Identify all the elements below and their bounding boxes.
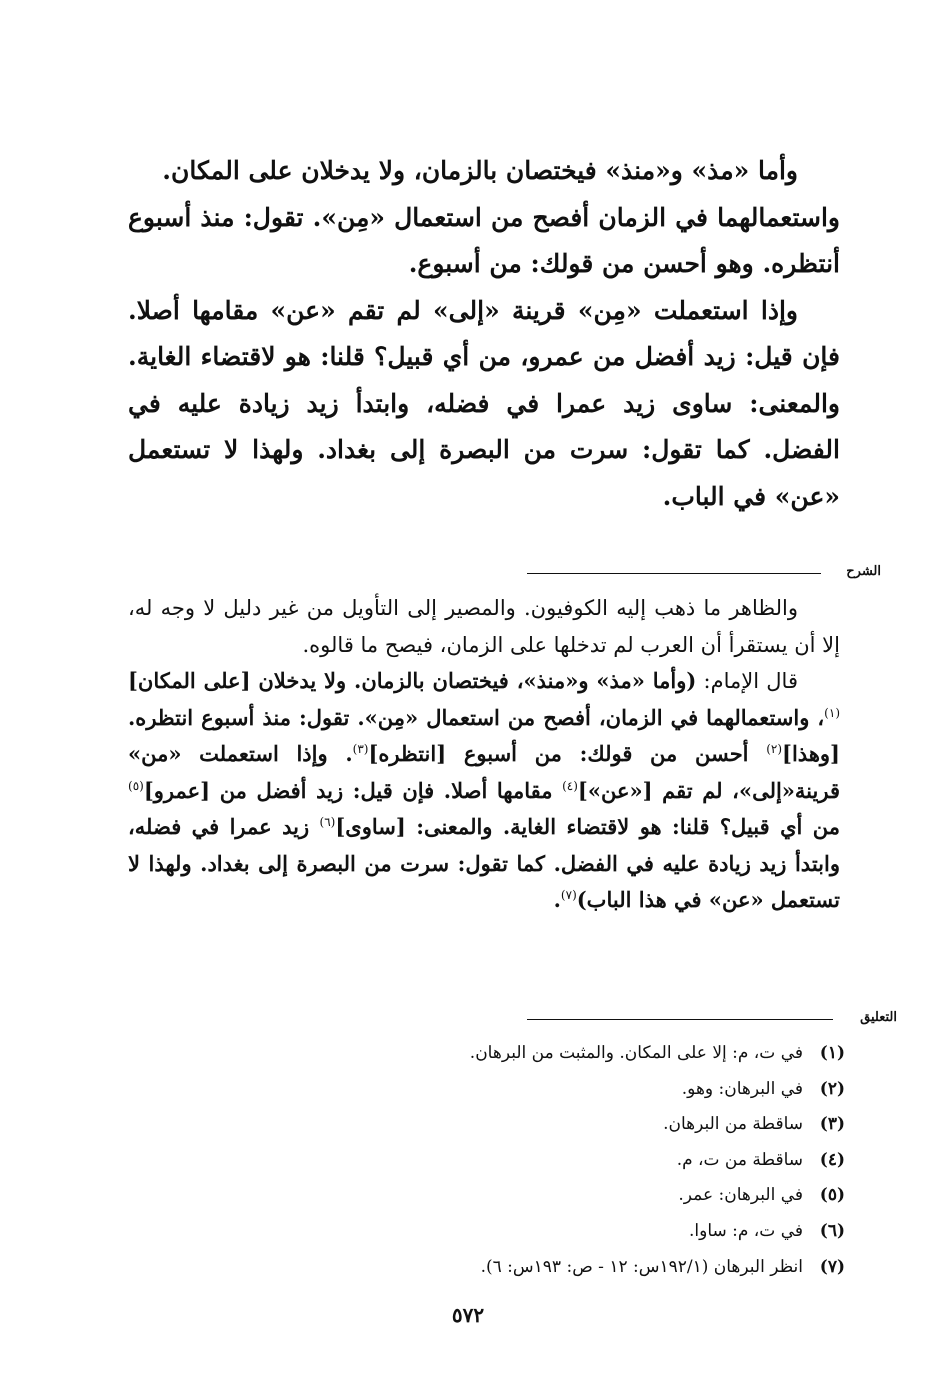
footnote-number: (٣) — [819, 1114, 845, 1135]
footnote-ref-1[interactable]: (١) — [824, 705, 840, 720]
taliq-divider — [527, 1008, 897, 1030]
footnote-text: في البرهان: وهو. — [681, 1078, 803, 1099]
sharh-quote-segment: ، واستعمالهما في الزمان، أفصح من استعمال «مِن». تقول: منذ أسبوع انتظره. [وهذا] — [128, 704, 840, 766]
sharh-quote-segment: من أي قبيل؟ قلنا: هو لاقتضاء الغاية. والمعنى: [ساوى] — [335, 814, 840, 839]
sharh-quote-segment: أحسن من قولك: من أسبوع [انتظره] — [368, 741, 767, 766]
footnotes-list — [300, 1036, 845, 1285]
sharh-divider — [527, 562, 881, 584]
matn-paragraph-2: واستعمالهما في الزمان أفصح من استعمال «مِن». تقول: منذ أسبوع أنتظره. وهو أحسن من قولك: من أسبوع. — [128, 202, 840, 278]
taliq-divider-line — [527, 1019, 833, 1020]
footnote-ref-6[interactable]: (٦) — [319, 815, 336, 829]
sharh-quote-segment: . وإذا استعملت «من» قرينة«إلى»، لم تقم [«عن»] — [128, 741, 840, 803]
footnote-number: (١) — [819, 1043, 845, 1063]
footnote-number: (٧) — [819, 1256, 845, 1277]
matn-text — [128, 148, 840, 520]
sharh-quote-intro: قال الإمام: — [696, 669, 798, 693]
sharh-paragraph-1: والظاهر ما ذهب إليه الكوفيون. والمصير إلى التأويل من غير دليل لا وجه له، إلا أن يستقرأ أن العرب لم تدخلها على الزمان، فيصح ما قالوه. — [128, 596, 840, 657]
sharh-quote-segment: . — [553, 887, 561, 912]
footnote-text: في ت، م: إلا على المكان. والمثبت من البرهان. — [469, 1043, 803, 1063]
footnote-2 — [300, 1072, 845, 1108]
footnote-3 — [300, 1107, 845, 1143]
matn-paragraph-1: وأما «مذ» و«منذ» فيختصان بالزمان، ولا يدخلان على المكان. — [162, 156, 798, 185]
footnote-text: ساقطة من ت، م. — [676, 1149, 803, 1170]
footnote-4 — [300, 1143, 845, 1179]
footnote-text: ساقطة من البرهان. — [663, 1114, 803, 1135]
footnote-ref-5[interactable]: (٥) — [128, 778, 144, 793]
footnote-6 — [300, 1214, 845, 1250]
footnote-ref-3[interactable]: (٣) — [352, 742, 369, 756]
footnote-text: انظر البرهان (١٩٢/١س: ١٢ - ص: ١٩٣س: ٦). — [480, 1256, 803, 1277]
footnote-1 — [300, 1036, 845, 1072]
sharh-divider-line — [527, 573, 821, 574]
footnote-5 — [300, 1178, 845, 1214]
footnote-text: في ت، م: ساوا. — [688, 1220, 803, 1241]
sharh-quote-segment: (وأما «مذ» و«منذ»، فيختصان بالزمان. ولا يدخلان [على المكان] — [128, 668, 697, 693]
footnote-ref-4[interactable]: (٤) — [562, 778, 578, 793]
footnote-number: (٢) — [819, 1078, 845, 1099]
footnote-number: (٤) — [819, 1149, 845, 1170]
matn-paragraph-3: وإذا استعملت «مِن» قرينة «إلى» لم تقم «عن» مقامها أصلا. فإن قيل: زيد أفضل من عمرو، من أي قبيل؟ قلنا: هو لاقتضاء الغاية. والمعنى: ساوى زيد عمرا في فضله، وابتدأ زيد زيادة عليه في الفضل. كما تقول: سرت من البصرة إلى بغداد. ولهذا لا تستعمل «عن» في الباب. — [128, 295, 841, 511]
footnote-text: في البرهان: عمر. — [678, 1185, 803, 1206]
sharh-quote-segment: زيد عمرا في فضله، وابتدأ زيد زيادة عليه في الفضل. كما تقول: سرت من البصرة إلى بغداد. ولهذا لا تستعمل «عن» في هذا الباب) — [128, 814, 840, 912]
page-number: ٥٧٢ — [451, 1303, 485, 1327]
sharh-text — [128, 590, 840, 919]
footnote-ref-7[interactable]: (٧) — [560, 888, 577, 902]
footnote-ref-2[interactable]: (٢) — [766, 742, 783, 756]
footnote-number: (٦) — [819, 1220, 845, 1241]
sharh-quote-segment: مقامها أصلا. فإن قيل: زيد أفضل من [عمرو] — [143, 777, 563, 803]
footnote-number: (٥) — [819, 1185, 845, 1206]
sharh-label: الشرح — [846, 564, 881, 579]
sharh-paragraph-2 — [128, 663, 840, 919]
footnote-7 — [300, 1250, 845, 1286]
taliq-label: التعليق — [860, 1010, 897, 1025]
